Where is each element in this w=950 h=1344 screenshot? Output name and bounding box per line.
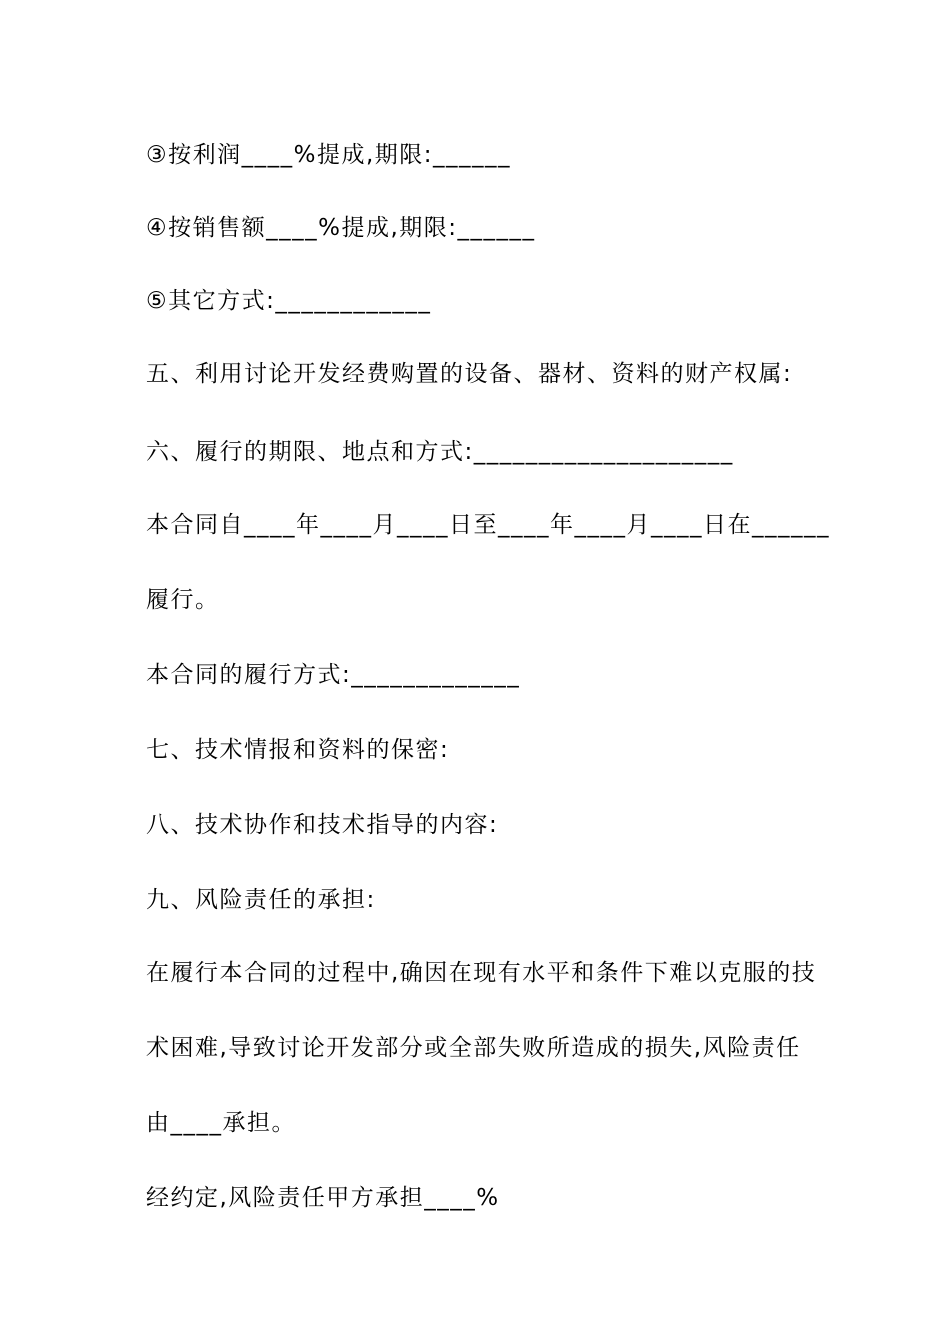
risk-paragraph-line-3: 由____承担。 <box>146 1110 296 1136</box>
clause-option-3-profit: ③按利润____%提成,期限:______ <box>146 142 512 168</box>
section-6-heading: 六、履行的期限、地点和方式:____________________ <box>146 439 734 465</box>
section-9-heading: 九、风险责任的承担: <box>146 887 376 913</box>
risk-agreement-line: 经约定,风险责任甲方承担____% <box>146 1185 500 1211</box>
section-7-heading: 七、技术情报和资料的保密: <box>146 737 450 763</box>
contract-period-line-end: 履行。 <box>146 587 220 613</box>
risk-paragraph-line-1: 在履行本合同的过程中,确因在现有水平和条件下难以克服的技 <box>146 960 817 986</box>
contract-period-line: 本合同自____年____月____日至____年____月____日在______ <box>146 512 830 538</box>
clause-option-4-sales: ④按销售额____%提成,期限:______ <box>146 215 536 241</box>
section-5-heading: 五、利用讨论开发经费购置的设备、器材、资料的财产权属: <box>146 361 793 387</box>
risk-paragraph-line-2: 术困难,导致讨论开发部分或全部失败所造成的损失,风险责任 <box>146 1035 801 1061</box>
section-8-heading: 八、技术协作和技术指导的内容: <box>146 812 499 838</box>
performance-method-line: 本合同的履行方式:_____________ <box>146 662 521 688</box>
clause-option-5-other: ⑤其它方式:____________ <box>146 288 432 314</box>
